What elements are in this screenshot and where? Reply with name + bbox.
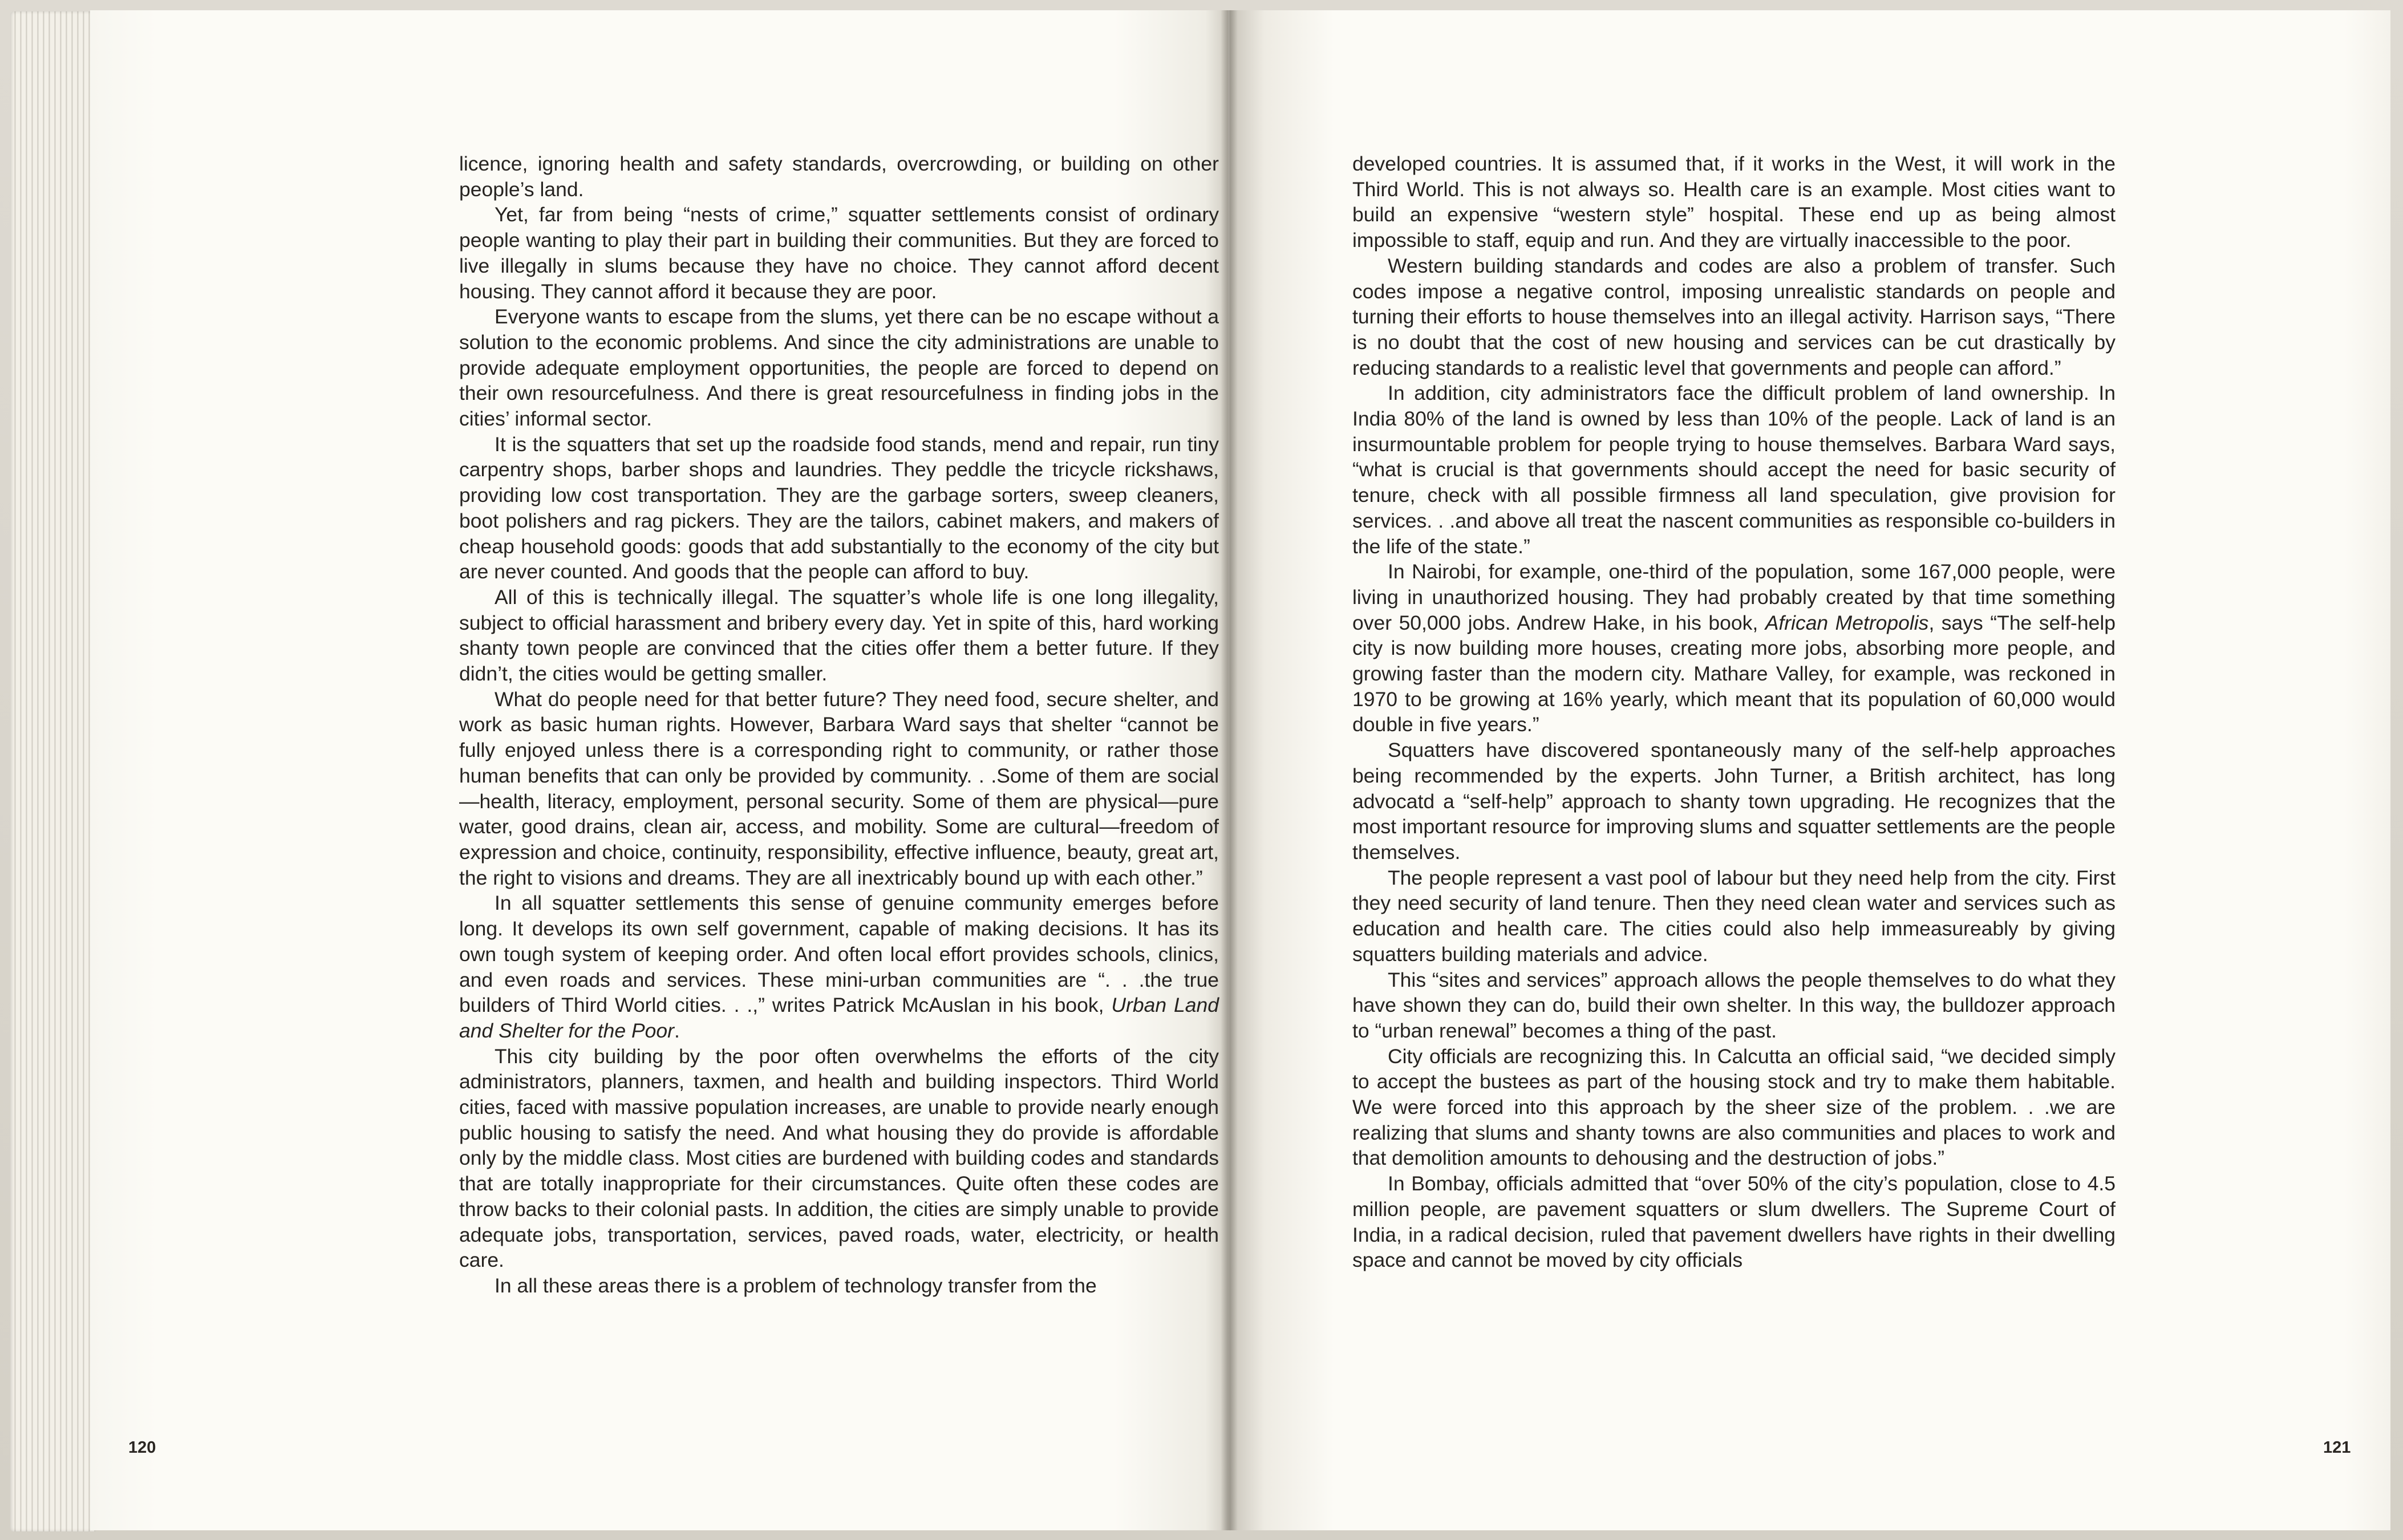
right-page — [1230, 10, 2390, 1530]
left-paragraph-3: Everyone wants to escape from the slums, yet there can be no escape without a solution to the economic problems. And since the city administrations are unable to provide adequate employment opportunities, the people are forced to depend on their own resourcefulness. And there is great resourcefulness in finding jobs in the cities’ informal sector. — [459, 305, 1219, 431]
page-number-right: 121 — [2323, 1438, 2351, 1457]
right-paragraph-2: Western building standards and codes are also a problem of transfer. Such codes impose a negative control, imposing unrealistic standards on people and turning their efforts to house themselves into an illegal activity. Harrison says, “There is no doubt that the cost of new housing and services can be cut drastically by reducing standards to a realistic level that governments and people can afford.” — [1352, 254, 2116, 379]
left-paragraph-5: All of this is technically illegal. The squatter’s whole life is one long illegality, subject to official harassment and bribery every day. Yet in spite of this, hard working shanty town people are convinced that the cities offer them a better future. If they didn’t, the cities would be getting smaller. — [459, 585, 1219, 686]
left-paragraph-4: It is the squatters that set up the roadside food stands, mend and repair, run tiny carpentry shops, barber shops and laundries. They peddle the tricycle rickshaws, providing low cost transportation. They are the garbage sorters, sweep cleaners, boot polishers and rag pickers. They are the tailors, cabinet makers, and makers of cheap household goods: goods that add substantially to the economy of the city but are never counted. And goods that the people can afford to buy. — [459, 432, 1219, 583]
right-paragraph-7: This “sites and services” approach allows the people themselves to do what they have shown they can do, build their own shelter. In this way, the bulldozer approach to “urban renewal” becomes a thing of the past. — [1352, 968, 2116, 1042]
right-paragraph-8: City officials are recognizing this. In Calcutta an official said, “we decided simply to accept the bustees as part of the housing stock and try to make them habitable. We were forced into this approach by the sheer size of the problem. . .we are realizing that slums and shanty towns are also communities and places to work and that demolition amounts to dehousing and the destruction of jobs.” — [1352, 1044, 2116, 1170]
left-paragraph-6: What do people need for that better future? They need food, secure shelter, and work as basic human rights. However, Barbara Ward says that shelter “cannot be fully enjoyed unless there is a corresponding right to community, or rather those human benefits that can only be provided by community. . .Some of them are social—health, literacy, employment, personal security. Some of them are physical—pure water, good drains, clean air, access, and mobility. Some are cultural—freedom of expression and choice, continuity, responsibility, effective influence, beauty, great art, the right to visions and dreams. They are all inextricably bound up with each other.” — [459, 687, 1219, 889]
right-paragraph-9: In Bombay, officials admitted that “over 50% of the city’s population, close to 4.5 million people, are pavement squatters or slum dwellers. The Supreme Court of India, in a radical decision, ruled that pavement dwellers have rights in their dwelling space and cannot be moved by city officials — [1352, 1172, 2116, 1272]
left-page — [90, 10, 1228, 1530]
right-page-body — [1352, 151, 2116, 1273]
right-paragraph-5: Squatters have discovered spontaneously many of the self-help approaches being recommended by the experts. John Turner, a British architect, has long advocatd a “self-help” approach to shanty town upgrading. He recognizes that the most important resource for improving slums and squatter settlements are the people themselves. — [1352, 739, 2116, 864]
right-paragraph-6: The people represent a vast pool of labour but they need help from the city. First they need security of land tenure. Then they need clean water and services such as education and health care. The cities could also help immeasureably by giving squatters building materials and advice. — [1352, 866, 2116, 966]
book-title-urban-land: Urban Land and Shelter for the Poor — [459, 994, 1219, 1042]
right-paragraph-4-tail: , says “The self-help city is now building more houses, creating more jobs, absorbing more people, and growing faster than the modern city. Mathare Valley, for example, was reckoned in 1970 to be growing at 16% yearly, which meant that its population of 60,000 would double in five years.” — [1352, 611, 2116, 736]
left-paragraph-9: In all these areas there is a problem of technology transfer from the — [495, 1274, 1097, 1297]
left-paragraph-8: This city building by the poor often overwhelms the efforts of the city administrators, planners, taxmen, and health and building inspectors. Third World cities, faced with massive population increases, are unable to provide nearly enough public housing to satisfy the need. And what housing they do provide is affordable only by the middle class. Most cities are burdened with building codes and standards that are totally inappropriate for their circumstances. Quite often these codes are throw backs to their colonial pasts. In addition, the cities are simply unable to provide adequate jobs, transportation, services, paved roads, water, electricity, or health care. — [459, 1044, 1219, 1272]
page-number-left: 120 — [128, 1438, 156, 1457]
book-gutter-shadow — [1221, 10, 1238, 1530]
left-paragraph-7 — [459, 890, 1219, 1043]
right-paragraph-1: developed countries. It is assumed that, if it works in the West, it will work in the Third World. This is not always so. Health care is an example. Most cities want to build an expensive “western style” hospital. These end up as being almost impossible to staff, equip and run. And they are virtually inaccessible to the poor. — [1352, 152, 2116, 252]
right-paragraph-4 — [1352, 559, 2116, 737]
right-paragraph-3: In addition, city administrators face the difficult problem of land ownership. In India 80% of the land is owned by less than 10% of the people. Lack of land is an insurmountable problem for people trying to house themselves. Barbara Ward says, “what is crucial is that governments should accept the need for basic security of tenure, check with all possible firmness all land speculation, give provision for services. . .and above all treat the nascent communities as responsible co-builders in the life of the state.” — [1352, 382, 2116, 558]
page-edges-stack — [10, 11, 96, 1531]
left-paragraph-1: licence, ignoring health and safety standards, overcrowding, or building on other people’s land. — [459, 152, 1219, 201]
book-title-african-metropolis: African Metropolis — [1765, 611, 1929, 634]
right-paragraph-4-text: In Nairobi, for example, one-third of the population, some 167,000 people, were living in unauthorized housing. They had probably created by that time something over 50,000 jobs. Andrew Hake, in his book, — [1352, 560, 2116, 634]
left-paragraph-2: Yet, far from being “nests of crime,” squatter settlements consist of ordinary people wanting to play their part in building their communities. But they are forced to live illegally in slums because they have no choice. They cannot afford decent housing. They cannot afford it because they are poor. — [459, 203, 1219, 303]
left-paragraph-7-tail: . — [674, 1019, 680, 1042]
left-page-body — [459, 151, 1219, 1299]
left-paragraph-7-text: In all squatter settlements this sense of genuine community emerges before long. It develops its own self government, capable of making decisions. It has its own tough system of keeping order. And often local effort provides schools, clinics, and even roads and services. These mini-urban communities are “. . .the true builders of Third World cities. . .,” writes Patrick McAuslan in his book, — [459, 891, 1219, 1017]
